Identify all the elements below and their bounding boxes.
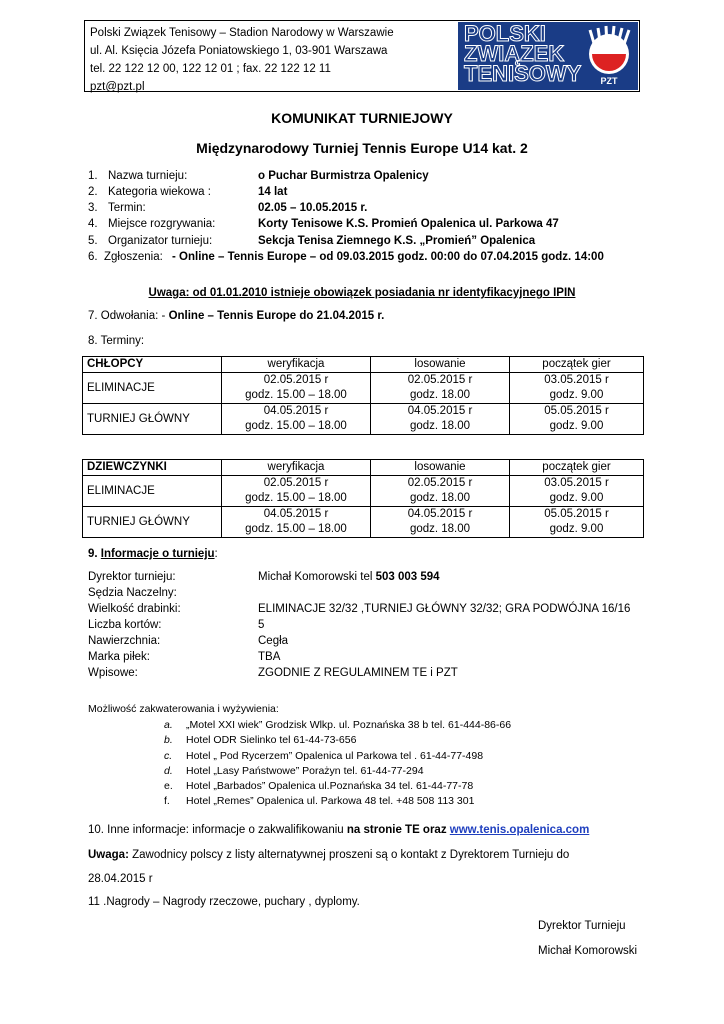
table-cell <box>510 476 644 507</box>
list-item <box>164 794 511 809</box>
table-header-row <box>83 357 644 373</box>
info-label: Wielkość drabinki: <box>88 603 181 615</box>
hotel-text: Hotel ODR Sielinko tel 61-44-73-656 <box>186 734 357 747</box>
info-row <box>88 570 708 586</box>
item-letter: a. <box>164 719 173 731</box>
item-7 <box>88 308 384 324</box>
list-item <box>88 184 708 200</box>
cell-line: 02.05.2015 r <box>263 374 329 386</box>
cell-line: godz. 18.00 <box>409 389 471 401</box>
table-cell <box>222 507 371 538</box>
info-label: Wpisowe: <box>88 667 138 679</box>
info-row <box>88 634 708 650</box>
table-header: DZIEWCZYNKI <box>83 460 222 476</box>
table-header: początek gier <box>510 357 644 373</box>
director-phone: 503 003 594 <box>375 571 440 583</box>
table-cell <box>510 373 644 404</box>
cell-line: godz. 18.00 <box>409 420 471 432</box>
page-title: KOMUNIKAT TURNIEJOWY <box>271 110 453 126</box>
table-row <box>83 404 644 435</box>
hotel-text: Hotel „ Pod Rycerzem” Opalenica ul Parkowa tel . 61-44-77-498 <box>186 749 484 762</box>
info-label: Nawierzchnia: <box>88 635 161 647</box>
item-num: 2. <box>88 186 98 198</box>
cell-line: godz. 15.00 – 18.00 <box>245 420 347 432</box>
item-label: Terminy: <box>100 335 145 347</box>
list-item <box>164 718 511 733</box>
list-item <box>164 749 511 764</box>
table-cell: TURNIEJ GŁÓWNY <box>83 507 222 538</box>
header-email: pzt@pzt.pl <box>90 81 145 93</box>
list-item <box>88 168 708 184</box>
item-num: 6. <box>88 251 98 263</box>
hotel-text: „Motel XXI wiek” Grodzisk Wlkp. ul. Poznańska 38 b tel. 61-444-86-66 <box>186 719 512 731</box>
table-cell <box>371 373 510 404</box>
info-value: Cegła <box>258 635 289 647</box>
hotel-text: Hotel „Lasy Państwowe” Porażyn tel. 61-44-77-294 <box>186 764 424 777</box>
item-num: 1. <box>88 170 98 182</box>
boys-schedule-table <box>82 356 644 435</box>
cell-line: godz. 15.00 – 18.00 <box>245 492 347 504</box>
info-value: ELIMINACJE 32/32 ,TURNIEJ GŁÓWNY 32/32; GRA PODWÓJNA 16/16 <box>258 603 631 615</box>
table-cell <box>510 404 644 435</box>
table-header-row <box>83 460 644 476</box>
signature-role: Dyrektor Turnieju <box>538 920 626 932</box>
cell-line: godz. 9.00 <box>549 523 604 535</box>
notice-date: 28.04.2015 r <box>88 873 153 885</box>
table-cell <box>222 373 371 404</box>
cell-line: 05.05.2015 r <box>544 508 609 520</box>
item-value: 02.05 – 10.05.2015 r. <box>258 202 368 214</box>
list-item <box>164 779 511 794</box>
item-label: Zgłoszenia: <box>104 251 163 263</box>
table-cell <box>371 507 510 538</box>
items-list <box>88 168 708 265</box>
section-colon: : <box>214 548 218 560</box>
item-10 <box>88 822 589 838</box>
item-num: 9. <box>88 548 98 560</box>
item-letter: e. <box>164 780 173 793</box>
table-header: weryfikacja <box>222 357 371 373</box>
item-8 <box>88 333 144 349</box>
cell-line: godz. 15.00 – 18.00 <box>245 523 347 535</box>
info-value: 5 <box>258 619 265 631</box>
info-label: Marka piłek: <box>88 651 150 663</box>
cell-line: 02.05.2015 r <box>263 477 329 489</box>
notice-label: Uwaga: <box>88 849 129 861</box>
table-header: początek gier <box>510 460 644 476</box>
table-cell <box>510 507 644 538</box>
cell-line: 02.05.2015 r <box>407 477 473 489</box>
item-label: Miejsce rozgrywania: <box>108 218 216 230</box>
item-label: Organizator turnieju: <box>108 235 213 247</box>
info-value: TBA <box>258 651 281 663</box>
list-item <box>88 216 708 233</box>
info-value <box>258 570 440 586</box>
info-value: ZGODNIE Z REGULAMINEM TE i PZT <box>258 667 458 679</box>
item-value: o Puchar Burmistrza Opalenicy <box>258 170 429 182</box>
hotel-text: Hotel „Barbados” Opalenica ul.Poznańska 34 tel. 61-44-77-78 <box>186 780 474 793</box>
list-item <box>88 200 708 216</box>
cell-line: 03.05.2015 r <box>544 374 609 386</box>
cell-line: 04.05.2015 r <box>407 405 473 417</box>
info-row <box>88 586 708 602</box>
info-row <box>88 666 708 682</box>
item-num: 4. <box>88 218 98 230</box>
accommodation-title: Możliwość zakwaterowania i wyżywienia: <box>88 703 279 715</box>
hotel-text: Hotel „Remes” Opalenica ul. Parkowa 48 tel. +48 508 113 301 <box>186 795 475 808</box>
list-item <box>88 249 708 265</box>
table-header: weryfikacja <box>222 460 371 476</box>
table-row <box>83 507 644 538</box>
item-num: 8. <box>88 335 98 347</box>
table-cell <box>222 476 371 507</box>
header-line: Polski Związek Tenisowy – Stadion Narodowy w Warszawie <box>90 27 394 39</box>
cell-line: 02.05.2015 r <box>407 374 473 386</box>
cell-line: godz. 18.00 <box>409 492 471 504</box>
item-label: Odwołania: - <box>100 310 166 322</box>
table-header: CHŁOPCY <box>83 357 222 373</box>
cell-line: godz. 9.00 <box>549 492 604 504</box>
list-item <box>164 733 511 748</box>
table-cell <box>222 404 371 435</box>
table-row <box>83 373 644 404</box>
ipin-notice: Uwaga: od 01.01.2010 istnieje obowiązek posiadania nr identyfikacyjnego IPIN <box>148 287 576 299</box>
notice <box>88 847 569 863</box>
cell-line: 05.05.2015 r <box>544 405 609 417</box>
item-value: Korty Tenisowe K.S. Promień Opalenica ul. Parkowa 47 <box>258 218 559 230</box>
signature-name: Michał Komorowski <box>538 945 638 957</box>
info-label: Dyrektor turnieju: <box>88 571 176 583</box>
logo-line: POLSKI <box>464 22 546 46</box>
info-label: Liczba kortów: <box>88 619 162 631</box>
item-label: Kategoria wiekowa : <box>108 186 211 198</box>
cell-line: 04.05.2015 r <box>263 508 329 520</box>
info-row <box>88 650 708 666</box>
logo-line: ZWIĄZEK <box>464 41 565 66</box>
info-row <box>88 618 708 634</box>
info-label: Sędzia Naczelny: <box>88 587 177 599</box>
cell-line: godz. 18.00 <box>409 523 471 535</box>
item-letter: f. <box>164 795 170 808</box>
item-value: 14 lat <box>258 186 288 198</box>
page-subtitle: Międzynarodowy Turniej Tennis Europe U14 kat. 2 <box>196 140 528 156</box>
item-num: 7. <box>88 310 98 322</box>
header-line: tel. 22 122 12 00, 122 12 01 ; fax. 22 122 12 11 <box>90 63 331 75</box>
table-row <box>83 476 644 507</box>
list-item <box>88 233 708 249</box>
cell-line: 04.05.2015 r <box>407 508 473 520</box>
cell-line: godz. 15.00 – 18.00 <box>245 389 347 401</box>
notice-text: Zawodnicy polscy z listy alternatywnej proszeni są o kontakt z Dyrektorem Turnieju do <box>132 849 570 861</box>
header-contact <box>90 24 394 96</box>
table-cell: ELIMINACJE <box>83 373 222 404</box>
table-cell <box>371 404 510 435</box>
item-label: Termin: <box>108 202 146 214</box>
item-label: Nazwa turnieju: <box>108 170 188 182</box>
table-header: losowanie <box>371 460 510 476</box>
table-cell: TURNIEJ GŁÓWNY <box>83 404 222 435</box>
item-value: Online – Tennis Europe do 21.04.2015 r. <box>168 310 385 322</box>
section-label: Informacje o turnieju <box>100 548 215 560</box>
logo-badge: PZT <box>600 76 618 86</box>
item-value: Sekcja Tenisa Ziemnego K.S. „Promień” Opalenica <box>258 235 536 247</box>
logo-line: TENISOWY <box>464 61 582 86</box>
item-value: - Online – Tennis Europe – od 09.03.2015 godz. 00:00 do 07.04.2015 godz. 14:00 <box>172 251 604 263</box>
item-num: 5. <box>88 235 98 247</box>
item-11: 11 .Nagrody – Nagrody rzeczowe, puchary , dyplomy. <box>88 896 360 908</box>
table-cell: ELIMINACJE <box>83 476 222 507</box>
item-num: 3. <box>88 202 98 214</box>
logo-text <box>464 24 581 84</box>
girls-schedule-table <box>82 459 644 538</box>
tennis-emblem-icon <box>582 24 636 88</box>
table-header: losowanie <box>371 357 510 373</box>
pzt-logo <box>458 22 638 90</box>
cell-line: godz. 9.00 <box>549 420 604 432</box>
section-9-heading <box>88 546 218 562</box>
cell-line: 03.05.2015 r <box>544 477 609 489</box>
item-letter: c. <box>164 749 173 762</box>
item-letter: d. <box>164 764 173 777</box>
cell-line: godz. 9.00 <box>549 389 604 401</box>
tournament-info <box>88 570 708 682</box>
item-letter: b. <box>164 734 173 747</box>
hotel-list <box>164 718 511 810</box>
director-name: Michał Komorowski tel <box>258 571 373 583</box>
header-line: ul. Al. Księcia Józefa Poniatowskiego 1, 03-901 Warszawa <box>90 45 388 57</box>
item-text: 10. Inne informacje: informacje o zakwalifikowaniu <box>88 824 344 836</box>
info-row <box>88 602 708 618</box>
item-bold: na stronie TE oraz <box>346 824 447 836</box>
website-link[interactable]: www.tenis.opalenica.com <box>449 824 590 836</box>
list-item <box>164 764 511 779</box>
cell-line: 04.05.2015 r <box>263 405 329 417</box>
table-cell <box>371 476 510 507</box>
